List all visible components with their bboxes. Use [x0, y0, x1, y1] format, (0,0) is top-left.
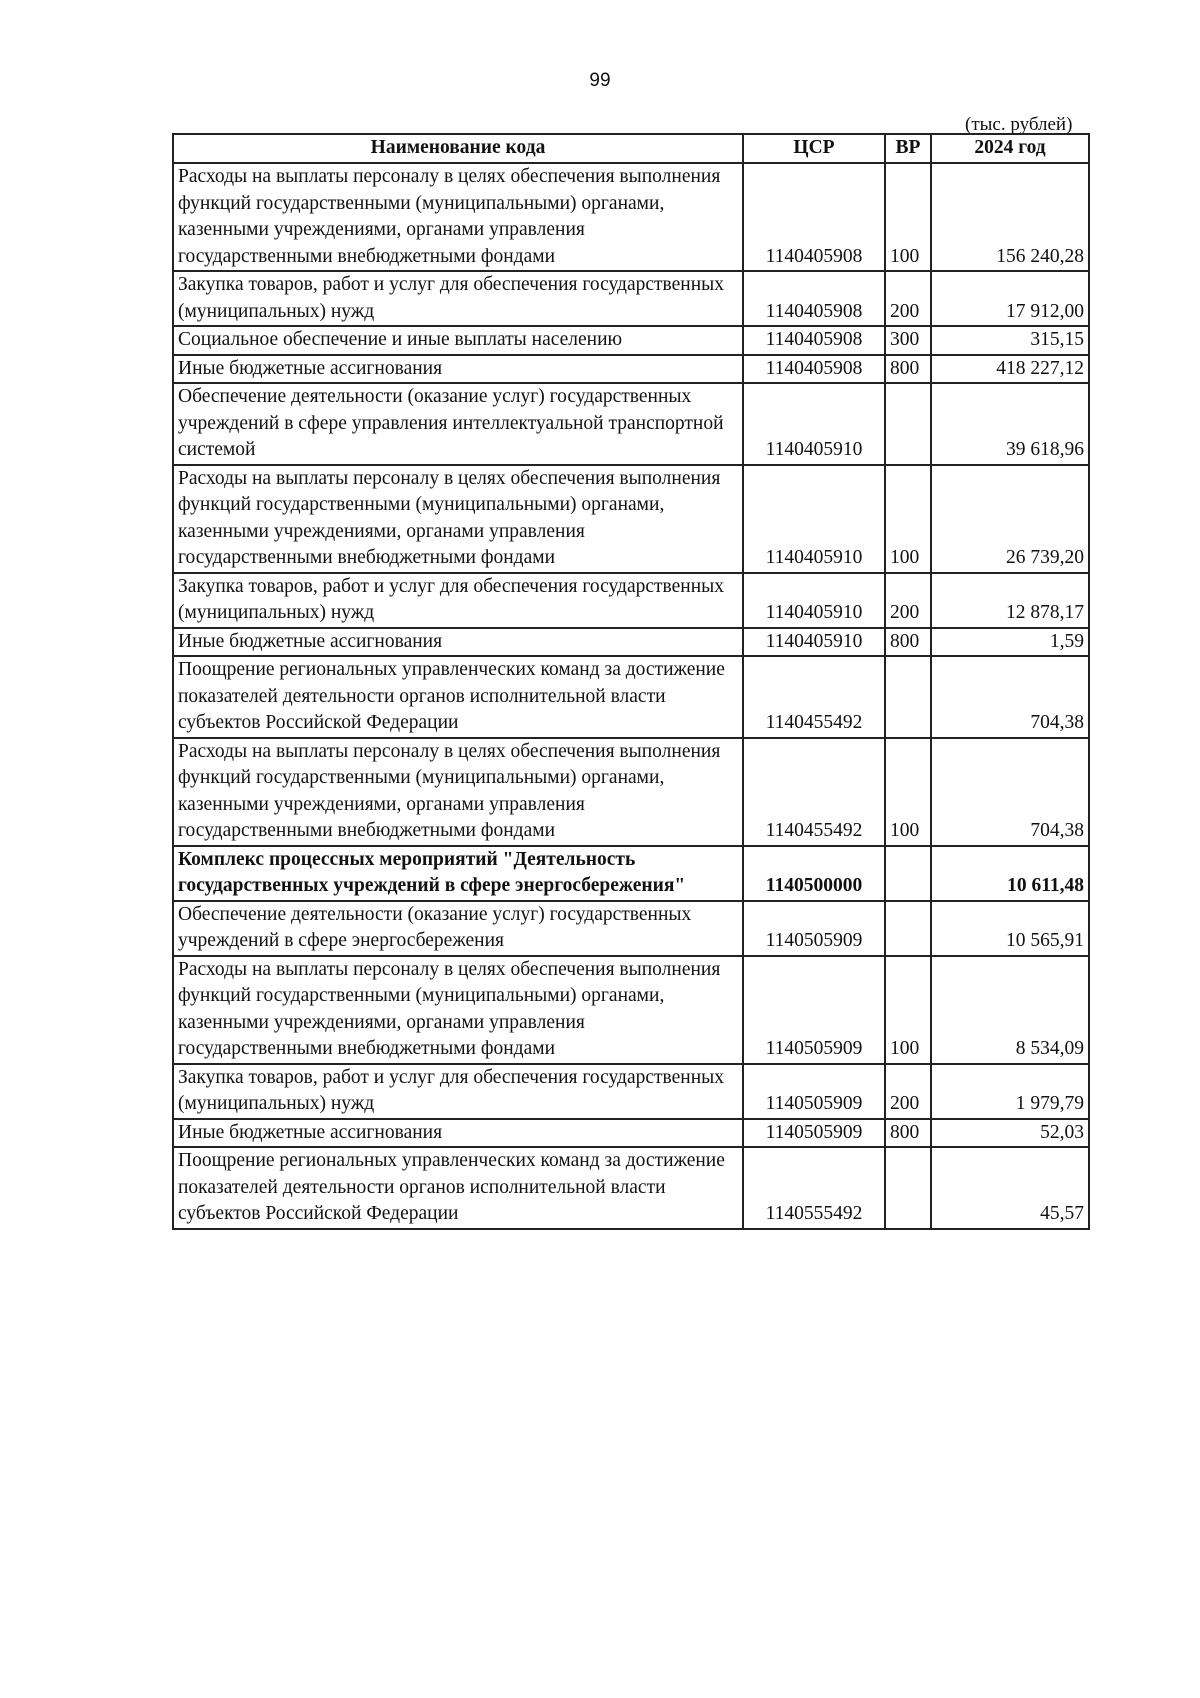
units-label: (тыс. рублей)	[965, 114, 1073, 135]
table-row	[173, 271, 1089, 326]
cell-amount: 26 739,20	[931, 465, 1089, 573]
cell-csr: 1140455492	[743, 656, 885, 738]
cell-vr: 200	[885, 1064, 931, 1119]
table-row	[173, 1119, 1089, 1148]
cell-vr: 100	[885, 163, 931, 271]
cell-vr: 300	[885, 326, 931, 355]
table-row	[173, 163, 1089, 271]
cell-name: Обеспечение деятельности (оказание услуг) государственных учреждений в сфере энергосбережения	[173, 901, 743, 956]
cell-name: Поощрение региональных управленческих команд за достижение показателей деятельности органов исполнительной власти субъектов Российской Федерации	[173, 1147, 743, 1229]
cell-vr	[885, 846, 931, 901]
cell-amount: 45,57	[931, 1147, 1089, 1229]
header-csr: ЦСР	[743, 134, 885, 163]
cell-amount: 10 611,48	[931, 846, 1089, 901]
cell-csr: 1140505909	[743, 956, 885, 1064]
cell-csr: 1140405910	[743, 628, 885, 657]
cell-csr: 1140405908	[743, 163, 885, 271]
cell-amount: 315,15	[931, 326, 1089, 355]
budget-table	[172, 133, 1090, 1230]
table-row	[173, 628, 1089, 657]
cell-vr	[885, 901, 931, 956]
cell-name: Поощрение региональных управленческих команд за достижение показателей деятельности органов исполнительной власти субъектов Российской Федерации	[173, 656, 743, 738]
cell-name: Закупка товаров, работ и услуг для обеспечения государственных (муниципальных) нужд	[173, 1064, 743, 1119]
cell-amount: 10 565,91	[931, 901, 1089, 956]
table-row	[173, 846, 1089, 901]
cell-vr: 200	[885, 271, 931, 326]
cell-name: Социальное обеспечение и иные выплаты населению	[173, 326, 743, 355]
cell-name: Иные бюджетные ассигнования	[173, 355, 743, 384]
cell-name: Комплекс процессных мероприятий "Деятельность государственных учреждений в сфере энергосбережения"	[173, 846, 743, 901]
cell-name: Иные бюджетные ассигнования	[173, 1119, 743, 1148]
cell-amount: 418 227,12	[931, 355, 1089, 384]
cell-csr: 1140505909	[743, 1064, 885, 1119]
cell-csr: 1140500000	[743, 846, 885, 901]
cell-vr: 100	[885, 738, 931, 846]
header-vr: ВР	[885, 134, 931, 163]
cell-amount: 1,59	[931, 628, 1089, 657]
cell-name: Расходы на выплаты персоналу в целях обеспечения выполнения функций государственными (муниципальными) органами, казенными учреждениями, органами управления государственными внебюджетными фондами	[173, 738, 743, 846]
cell-name: Расходы на выплаты персоналу в целях обеспечения выполнения функций государственными (муниципальными) органами, казенными учреждениями, органами управления государственными внебюджетными фондами	[173, 956, 743, 1064]
cell-vr: 200	[885, 573, 931, 628]
cell-vr: 800	[885, 628, 931, 657]
table-row	[173, 355, 1089, 384]
cell-vr: 100	[885, 465, 931, 573]
cell-csr: 1140405910	[743, 465, 885, 573]
cell-csr: 1140405908	[743, 271, 885, 326]
cell-amount: 704,38	[931, 656, 1089, 738]
table-row	[173, 1064, 1089, 1119]
table-header-row	[173, 134, 1089, 163]
table-row	[173, 901, 1089, 956]
table-row	[173, 326, 1089, 355]
cell-vr: 800	[885, 355, 931, 384]
cell-amount: 52,03	[931, 1119, 1089, 1148]
cell-name: Иные бюджетные ассигнования	[173, 628, 743, 657]
page-number: 99	[589, 70, 611, 91]
cell-name: Расходы на выплаты персоналу в целях обеспечения выполнения функций государственными (муниципальными) органами, казенными учреждениями, органами управления государственными внебюджетными фондами	[173, 163, 743, 271]
cell-csr: 1140405908	[743, 326, 885, 355]
cell-name: Расходы на выплаты персоналу в целях обеспечения выполнения функций государственными (муниципальными) органами, казенными учреждениями, органами управления государственными внебюджетными фондами	[173, 465, 743, 573]
cell-name: Закупка товаров, работ и услуг для обеспечения государственных (муниципальных) нужд	[173, 573, 743, 628]
cell-amount: 39 618,96	[931, 383, 1089, 465]
cell-amount: 156 240,28	[931, 163, 1089, 271]
cell-csr: 1140405910	[743, 383, 885, 465]
table-row	[173, 656, 1089, 738]
cell-csr: 1140405908	[743, 355, 885, 384]
cell-amount: 12 878,17	[931, 573, 1089, 628]
cell-csr: 1140455492	[743, 738, 885, 846]
cell-vr	[885, 383, 931, 465]
cell-name: Обеспечение деятельности (оказание услуг) государственных учреждений в сфере управления интеллектуальной транспортной системой	[173, 383, 743, 465]
cell-csr: 1140505909	[743, 901, 885, 956]
cell-csr: 1140405910	[743, 573, 885, 628]
cell-name: Закупка товаров, работ и услуг для обеспечения государственных (муниципальных) нужд	[173, 271, 743, 326]
cell-amount: 17 912,00	[931, 271, 1089, 326]
table-row	[173, 383, 1089, 465]
cell-csr: 1140505909	[743, 1119, 885, 1148]
cell-vr: 800	[885, 1119, 931, 1148]
table-row	[173, 1147, 1089, 1229]
cell-amount: 8 534,09	[931, 956, 1089, 1064]
cell-vr	[885, 656, 931, 738]
table-row	[173, 956, 1089, 1064]
table-row	[173, 465, 1089, 573]
table-row	[173, 738, 1089, 846]
cell-vr: 100	[885, 956, 931, 1064]
cell-csr: 1140555492	[743, 1147, 885, 1229]
cell-amount: 1 979,79	[931, 1064, 1089, 1119]
header-name: Наименование кода	[173, 134, 743, 163]
cell-amount: 704,38	[931, 738, 1089, 846]
header-year: 2024 год	[931, 134, 1089, 163]
table-row	[173, 573, 1089, 628]
cell-vr	[885, 1147, 931, 1229]
